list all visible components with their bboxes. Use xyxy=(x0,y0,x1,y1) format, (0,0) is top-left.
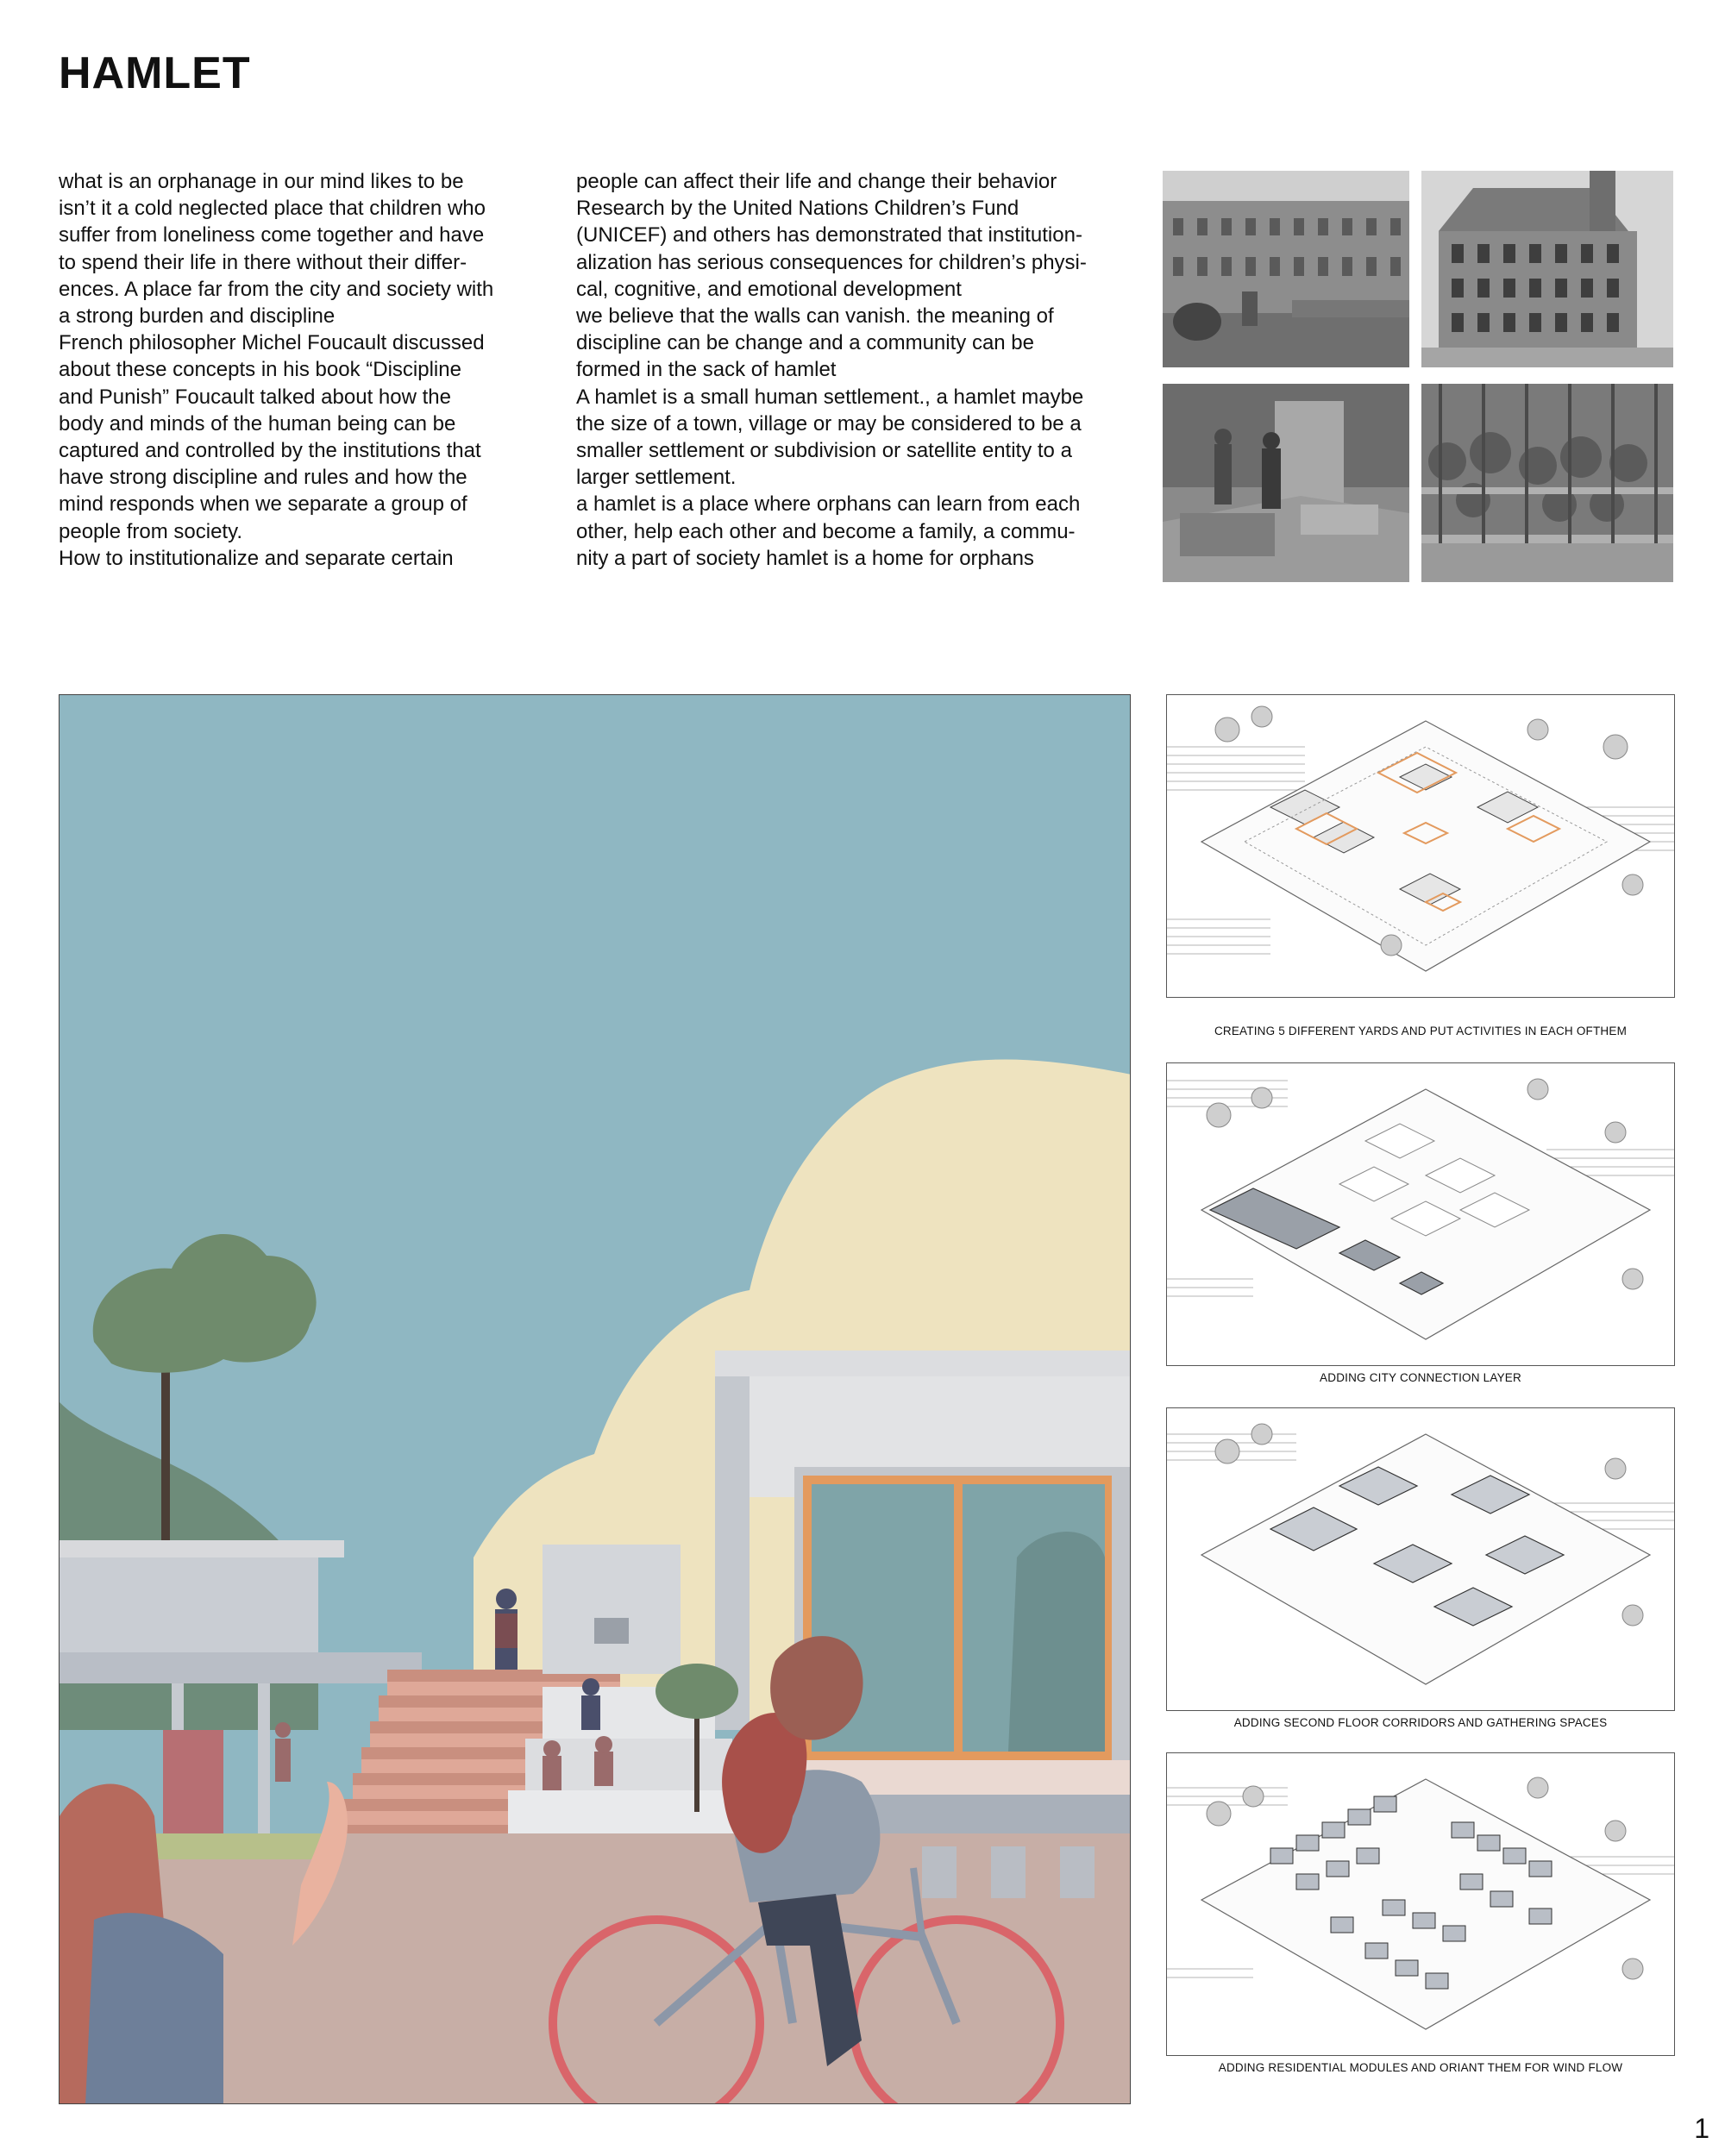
orphanage-brick-building-photo xyxy=(1421,171,1673,367)
intro-text-column-1 xyxy=(59,168,542,572)
page-title: HAMLET xyxy=(59,48,251,98)
text-line: mind responds when we separate a group of xyxy=(59,492,467,517)
caption-diagram-4: ADDING RESIDENTIAL MODULES AND ORIANT THEM FOR WIND FLOW xyxy=(1218,2061,1623,2074)
diagram-residential-modules xyxy=(1166,1752,1675,2056)
diagram-second-floor-corridors xyxy=(1166,1407,1675,1711)
text-line: other, help each other and become a family, a commu- xyxy=(576,519,1076,543)
dormitory-interior-photo xyxy=(1163,384,1409,582)
text-line: have strong discipline and rules and how the xyxy=(59,466,467,490)
text-line: a hamlet is a place where orphans can learn from each xyxy=(576,492,1081,517)
text-line: Research by the United Nations Children’s Fund xyxy=(576,197,1019,221)
intro-text-column-2 xyxy=(576,168,1128,572)
diagram-city-connection xyxy=(1166,1062,1675,1366)
text-line: what is an orphanage in our mind likes to be xyxy=(59,170,464,193)
text-line: people can affect their life and change their behavior xyxy=(576,170,1057,193)
text-line: people from society. xyxy=(59,519,242,543)
text-line: A hamlet is a small human settlement., a hamlet maybe xyxy=(576,385,1084,409)
text-line: smaller settlement or subdivision or satellite entity to a xyxy=(576,439,1072,463)
hamlet-perspective-render xyxy=(59,694,1131,2104)
text-line: (UNICEF) and others has demonstrated that institution- xyxy=(576,223,1082,248)
diagram-yards xyxy=(1166,694,1675,998)
text-line: about these concepts in his book “Discipline xyxy=(59,358,461,382)
caption-diagram-1: CREATING 5 DIFFERENT YARDS AND PUT ACTIVITIES IN EACH OFTHEM xyxy=(1214,1025,1628,1037)
text-line: cal, cognitive, and emotional development xyxy=(576,277,962,301)
caption-diagram-3: ADDING SECOND FLOOR CORRIDORS AND GATHERING SPACES xyxy=(1233,1716,1608,1729)
text-line: alization has serious consequences for children’s physi- xyxy=(576,250,1087,274)
text-line: suffer from loneliness come together and have xyxy=(59,223,485,248)
text-line: isn’t it a cold neglected place that children who xyxy=(59,197,486,221)
text-line: to spend their life in there without their differ- xyxy=(59,250,467,274)
text-line: body and minds of the human being can be xyxy=(59,411,456,436)
text-line: ences. A place far from the city and society with xyxy=(59,277,494,301)
page-number: 1 xyxy=(1694,2113,1709,2144)
text-line: How to institutionalize and separate certain xyxy=(59,546,454,570)
caption-diagram-2: ADDING CITY CONNECTION LAYER xyxy=(1320,1371,1521,1384)
text-line: French philosopher Michel Foucault discussed xyxy=(59,331,485,355)
text-line: a strong burden and discipline xyxy=(59,304,336,329)
text-line: discipline can be change and a community can be xyxy=(576,331,1034,355)
text-line: the size of a town, village or may be considered to be a xyxy=(576,411,1082,436)
text-line: we believe that the walls can vanish. the meaning of xyxy=(576,304,1054,329)
text-line: formed in the sack of hamlet xyxy=(576,358,837,382)
children-behind-fence-photo xyxy=(1421,384,1673,582)
text-line: and Punish” Foucault talked about how the xyxy=(59,385,451,409)
orphanage-facade-photo xyxy=(1163,171,1409,367)
text-line: nity a part of society hamlet is a home for orphans xyxy=(576,546,1034,570)
text-line: larger settlement. xyxy=(576,466,737,490)
text-line: captured and controlled by the institutions that xyxy=(59,439,481,463)
